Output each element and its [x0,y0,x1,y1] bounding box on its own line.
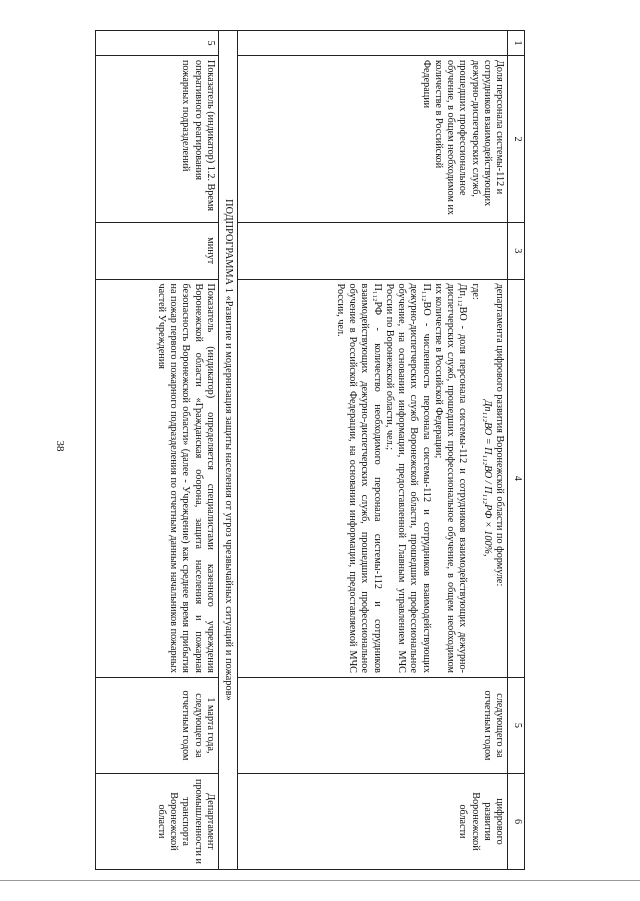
page-bottom-line [0,880,640,881]
row5-responsible: Департамент промышленности и транспорта Воронежской области [96,773,219,869]
method-def-2: П₁₁₂ВО - численность персонала системы-112 и сотрудников взаимодействующих дежурно-диспетчерских служб Воронежской области, прошедших профессиональное обучение, на основании информации, предоставленной Главным управлением МЧС России по Воронежской области, чел.; [383,283,432,673]
row-top-num [238,31,508,56]
row-top-responsible: цифрового развития Воронежской области [238,773,508,869]
row-top-deadline: следующего за отчетным годом [238,677,508,773]
table-row-top [238,31,508,870]
subprogram-title: ПОДПРОГРАММА 1 «Развитие и модернизация защиты населения от угроз чрезвычайных ситуаций и пожаров» [218,31,237,870]
row-top-method [238,279,508,677]
row5-unit: минут [96,222,219,279]
row5-method: Показатель (индикатор) определяется специалистами казенного учреждения Воронежской области «Гражданская оборона, защита населения и пожарная безопасность Воронежской области» (далее - Учреждение) как среднее время прибытия на пожар первого пожарного подразделения по отчетным данным начальников пожарных частей Учреждения [96,279,219,677]
table-rotation [95,30,525,870]
method-formula: Дп₁₁₂ВО = П₁₁₂ВО / П₁₁₂РФ × 100%, [481,399,493,557]
subprogram-row [218,31,237,870]
rotated-table-container [95,30,525,870]
row-top-unit [238,222,508,279]
method-def-3: П₁₁₂РФ - количество необходимого персонала системы-112 и сотрудников взаимодействующих дежурно-диспетчерских служб, прошедших профессиональное обучение в Российской Федерации, на основании информации, предоставляемой МЧС России, чел. [334,283,383,673]
indicator-table [95,30,525,870]
row5-deadline: 1 марта года, следующего за отчетным годом [96,677,219,773]
header-col-1: 1 [508,31,525,56]
header-col-3: 3 [508,222,525,279]
header-col-5: 5 [508,677,525,773]
page-number: 38 [54,440,66,452]
header-col-4: 4 [508,279,525,677]
row5-name: Показатель (индикатор) 1.2. Время оперативного реагирования пожарных подразделений [96,55,219,222]
header-col-6: 6 [508,773,525,869]
row5-num: 5 [96,31,219,56]
row-top-name: Доля персонала системы-112 и сотрудников взаимодействующих дежурно-диспетчерских служб, прошедших профессиональное обучение, в общем необходимом их количестве в Российской Федерации [238,55,508,222]
method-def-1: Дп₁₁₂ВО - доля персонала системы-112 и сотрудников взаимодействующих дежурно-диспетчерских служб, прошедших профессиональное обучение, в общем необходимом их количестве в Российской Федерации; [432,283,469,673]
table-row-5 [96,31,219,870]
header-col-2: 2 [508,55,525,222]
method-where: где: [469,283,481,300]
table-header-row [508,31,525,870]
method-intro: департамента цифрового развития Воронежской области по формуле: [494,283,505,587]
